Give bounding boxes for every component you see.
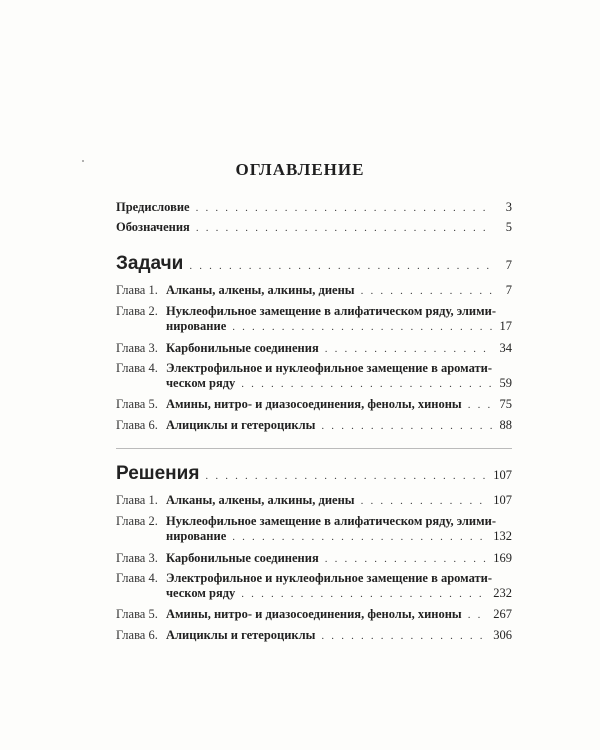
leader-dots: [468, 608, 488, 623]
page-number: 59: [499, 376, 512, 390]
chapter-number: Глава 4.: [116, 571, 158, 585]
page-number: 232: [493, 586, 512, 600]
toc-section-problems[interactable]: [116, 253, 512, 274]
leader-dots: [232, 530, 487, 545]
leader-dots: [232, 320, 492, 335]
chapter-number: Глава 3.: [116, 551, 158, 565]
chapter-title: Нуклеофильное замещение в алифатическом ряду, элими-: [166, 514, 497, 528]
chapter-title-continuation: ческом ряду: [166, 376, 236, 390]
leader-dots: [196, 221, 492, 236]
toc-chapter-row[interactable]: [116, 304, 512, 335]
page-number: 3: [505, 200, 512, 214]
toc-chapter-row[interactable]: [116, 607, 512, 623]
page-number: 75: [499, 397, 512, 411]
page-number: 132: [493, 529, 512, 543]
chapter-title-continuation: нирование: [166, 319, 227, 333]
chapter-title: Электрофильное и нуклеофильное замещение в аромати-: [166, 361, 493, 375]
page-number: 7: [505, 283, 512, 297]
toc-chapter-row[interactable]: [116, 571, 512, 602]
leader-dots: [241, 587, 487, 602]
chapter-title: Электрофильное и нуклеофильное замещение в аромати-: [166, 571, 493, 585]
leader-dots: [325, 342, 492, 357]
chapter-title: Нуклеофильное замещение в алифатическом ряду, элими-: [166, 304, 497, 318]
leader-dots: [361, 284, 492, 299]
leader-dots: [325, 552, 488, 567]
chapter-number: Глава 6.: [116, 628, 158, 642]
toc-chapter-row[interactable]: [116, 361, 512, 392]
toc-chapter-row[interactable]: [116, 514, 512, 545]
chapter-number: Глава 4.: [116, 361, 158, 375]
chapter-title-continuation: ческом ряду: [166, 586, 236, 600]
page-number: 17: [499, 319, 512, 333]
chapter-number: Глава 6.: [116, 418, 158, 432]
toc-entry-preface[interactable]: [116, 200, 512, 216]
page-number: 7: [505, 258, 512, 272]
leader-dots: [361, 494, 488, 509]
toc-chapter-row[interactable]: [116, 628, 512, 644]
toc-chapter-row[interactable]: [116, 418, 512, 434]
page-number: 88: [499, 418, 512, 432]
chapter-title: Карбонильные соединения: [166, 341, 319, 355]
chapter-title: Алканы, алкены, алкины, диены: [166, 283, 355, 297]
chapter-title: Карбонильные соединения: [166, 551, 319, 565]
leader-dots: [205, 469, 487, 484]
chapter-number: Глава 2.: [116, 304, 158, 318]
chapter-title: Амины, нитро- и диазосоединения, фенолы, хиноны: [166, 607, 462, 621]
leader-dots: [468, 398, 492, 413]
leader-dots: [321, 419, 492, 434]
chapter-title: Алициклы и гетероциклы: [166, 628, 316, 642]
leader-dots: [321, 629, 487, 644]
toc-chapter-row[interactable]: [116, 551, 512, 567]
toc-entry-notation[interactable]: [116, 220, 512, 236]
page-number: 107: [493, 468, 512, 482]
entry-label: Предисловие: [116, 200, 190, 214]
page-title: ОГЛАВЛЕНИЕ: [235, 160, 365, 179]
entry-label: Обозначения: [116, 220, 190, 234]
page-number: 107: [493, 493, 512, 507]
toc-section-solutions[interactable]: [116, 463, 512, 484]
page-number: 306: [493, 628, 512, 642]
toc-chapter-row[interactable]: [116, 283, 512, 299]
toc-chapter-row[interactable]: [116, 341, 512, 357]
page-number: 169: [493, 551, 512, 565]
page-number: 5: [505, 220, 512, 234]
section-divider: [116, 448, 512, 449]
section-title: Решения: [116, 463, 200, 484]
toc-chapter-row[interactable]: [116, 493, 512, 509]
leader-dots: [241, 377, 492, 392]
chapter-title: Алициклы и гетероциклы: [166, 418, 316, 432]
chapter-title-continuation: нирование: [166, 529, 227, 543]
leader-dots: [189, 259, 492, 274]
chapter-title: Алканы, алкены, алкины, диены: [166, 493, 355, 507]
leader-dots: [196, 201, 492, 216]
chapter-number: Глава 1.: [116, 283, 158, 297]
chapter-number: Глава 5.: [116, 397, 158, 411]
chapter-number: Глава 3.: [116, 341, 158, 355]
section-title: Задачи: [116, 253, 184, 274]
toc-chapter-row[interactable]: [116, 397, 512, 413]
chapter-number: Глава 1.: [116, 493, 158, 507]
chapter-number: Глава 2.: [116, 514, 158, 528]
page-number: 34: [499, 341, 512, 355]
chapter-title: Амины, нитро- и диазосоединения, фенолы, хиноны: [166, 397, 462, 411]
page-number: 267: [493, 607, 512, 621]
chapter-number: Глава 5.: [116, 607, 158, 621]
